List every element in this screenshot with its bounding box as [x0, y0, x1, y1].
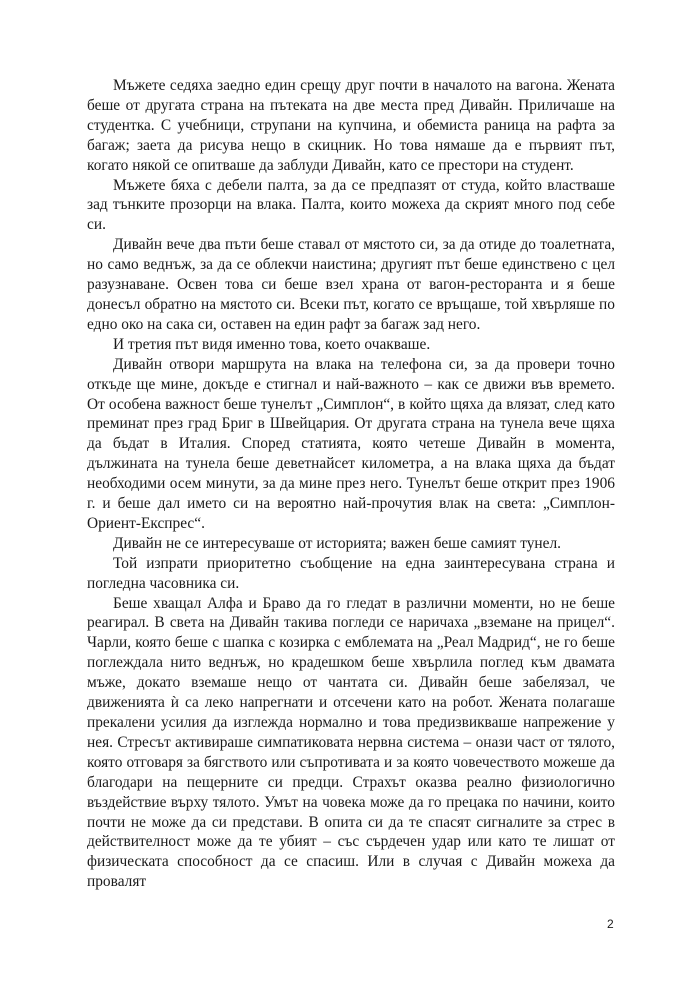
paragraph: Той изпрати приоритетно съобщение на една заинтересувана страна и погледна часовника си.	[87, 554, 615, 592]
page-body	[87, 76, 615, 892]
paragraph: И третия път видя именно това, което очакваше.	[113, 335, 431, 353]
paragraph: Мъжете седяха заедно един срещу друг почти в началото на вагона. Жената беше от другата страна на пътеката на две места пред Дивайн. Приличаше на студентка. С учебници, струпани на купчина, и обемиста раница на рафта за багаж; заета да рисува нещо в скицник. Но това нямаше да е първият път, когато някой се опитваше да заблуди Дивайн, като се престори на студент.	[87, 77, 615, 174]
paragraph: Дивайн отвори маршрута на влака на телефона си, за да провери точно откъде ще мине, докъде е стигнал и най-важното – как се движи във времето. От особена важност беше тунелът „Симплон“, в който щяха да влязат, след като преминат през град Бриг в Швейцария. От другата страна на тунела вече щяха да бъдат в Италия. Според статията, която четеше Дивайн в момента, дължината на тунела беше деветнайсет километра, а на влака щяха да бъдат необходими осем минути, за да мине през него. Тунелът беше открит през 1906 г. и беше дал името си на вероятно най-прочутия влак на света: „Симплон-Ориент-Експрес“.	[87, 355, 615, 532]
paragraph: Дивайн вече два пъти беше ставал от мястото си, за да отиде до тоалетната, но само веднъж, за да се облекчи наистина; другият път беше единствено с цел разузнаване. Освен това си беше взел храна от вагон-ресторанта и я беше донесъл обратно на мястото си. Всеки път, когато се връщаше, той хвърляше по едно око на сака си, оставен на един рафт за багаж зад него.	[87, 236, 615, 333]
paragraph: Беше хващал Алфа и Браво да го гледат в различни моменти, но не беше реагирал. В света на Дивайн такива погледи се наричаха „вземане на прицел“. Чарли, която беше с шапка с козирка с емблемата на „Реал Мадрид“, не го беше поглеждала нито веднъж, но крадешком беше хвърлила поглед към двамата мъже, докато вземаше нещо от чантата си. Дивайн беше забелязал, че движенията ѝ са леко напрегнати и отсечени като на робот. Жената полагаше прекалени усилия да изглежда нормално и това предизвикваше напрежение у нея. Стресът активираше симпатиковата нервна система – онази част от тялото, която отговаря за бягството или съпротивата и за която човечеството можеше да благодари на пещерните си предци. Страхът оказва реално физиологично въздействие върху тялото. Умът на човека може да го прецака по начини, които почти не може да си представи. В опита си да те спасят сигналите за стрес в действителност може да те убият – със сърдечен удар или като те лишат от физическата способност да се спасиш. Или в случая с Дивайн можеха да провалят	[87, 594, 615, 891]
paragraph: Мъжете бяха с дебели палта, за да се предпазят от студа, който властваше зад тънките прозорци на влака. Палта, които можеха да скрият много под себе си.	[87, 176, 615, 234]
page-number: 2	[607, 917, 614, 931]
paragraph: Дивайн не се интересуваше от историята; важен беше самият тунел.	[113, 534, 562, 552]
